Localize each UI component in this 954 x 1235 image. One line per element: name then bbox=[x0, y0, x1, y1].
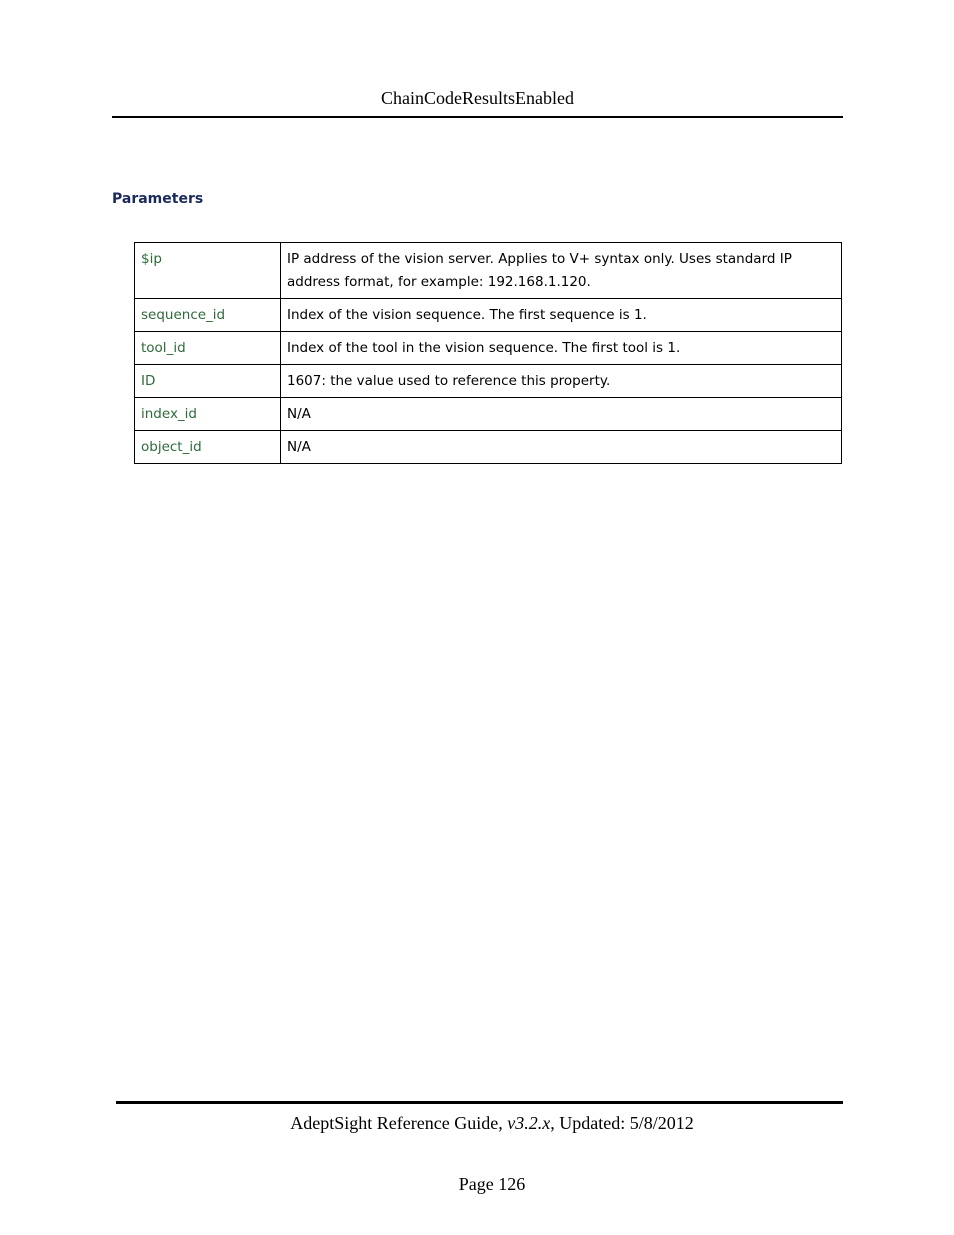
param-description: 1607: the value used to reference this property. bbox=[281, 365, 842, 398]
footer-guide-title bbox=[116, 1111, 868, 1135]
guide-updated: , Updated: 5/8/2012 bbox=[550, 1113, 694, 1133]
param-name: sequence_id bbox=[135, 299, 281, 332]
param-description: Index of the tool in the vision sequence. The first tool is 1. bbox=[281, 332, 842, 365]
page-number: Page 126 bbox=[458, 1174, 526, 1194]
param-name: ID bbox=[135, 365, 281, 398]
parameters-table bbox=[134, 242, 842, 464]
footer-divider bbox=[116, 1101, 843, 1104]
param-name: index_id bbox=[135, 398, 281, 431]
table-row bbox=[135, 243, 842, 299]
table-row bbox=[135, 365, 842, 398]
page-header-title: ChainCodeResultsEnabled bbox=[381, 88, 574, 108]
param-description: N/A bbox=[281, 398, 842, 431]
table-row bbox=[135, 299, 842, 332]
guide-version: , v3.2.x bbox=[498, 1113, 551, 1133]
parameters-heading: Parameters bbox=[112, 191, 204, 207]
param-description: N/A bbox=[281, 431, 842, 464]
param-name: object_id bbox=[135, 431, 281, 464]
table-row bbox=[135, 398, 842, 431]
param-name: tool_id bbox=[135, 332, 281, 365]
param-name: $ip bbox=[135, 243, 281, 299]
table-row bbox=[135, 431, 842, 464]
guide-name: AdeptSight Reference Guide bbox=[290, 1113, 499, 1133]
table-row bbox=[135, 332, 842, 365]
param-description: Index of the vision sequence. The first sequence is 1. bbox=[281, 299, 842, 332]
param-description: IP address of the vision server. Applies to V+ syntax only. Uses standard IP address format, for example: 192.168.1.120. bbox=[281, 243, 842, 299]
header-divider bbox=[112, 116, 843, 118]
